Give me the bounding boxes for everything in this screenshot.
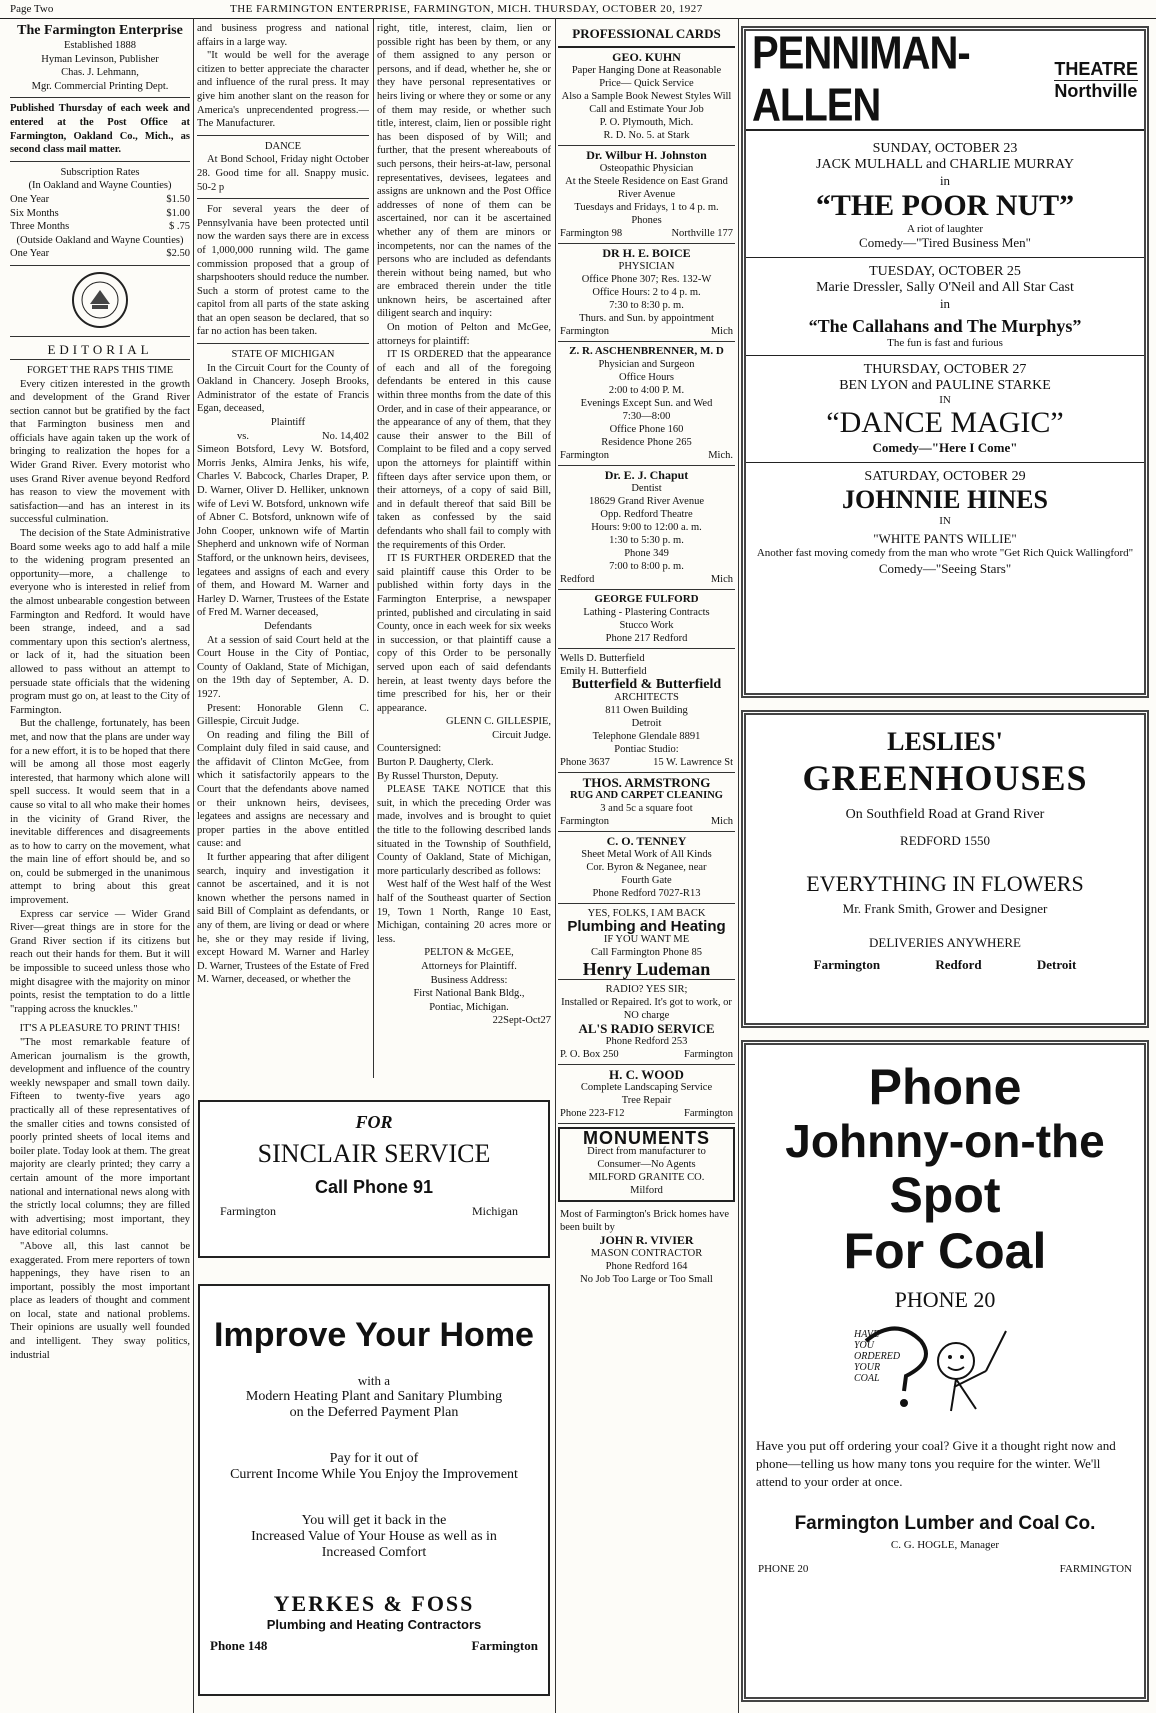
card-kuhn: GEO. KUHN Paper Hanging Done at Reasonable Price— Quick Service Also a Sample Book Newest Styles Will Call and Estimate Your Job P. O. Plymouth, Mich. R. D. No. 5. at Stark (558, 48, 735, 146)
card-tenney: C. O. TENNEY Sheet Metal Work of All Kinds Cor. Byron & Neganee, near Fourth Gate Phone Redford 7027-R13 (558, 832, 735, 904)
rate-row: One Year $1.50 (10, 193, 190, 205)
card-ludeman: YES, FOLKS, I AM BACK Plumbing and Heating IF YOU WANT ME Call Farmington Phone 85 Henry Ludeman (558, 904, 735, 980)
column-divider (555, 18, 556, 1713)
masthead-established: Established 1888 (63, 40, 137, 51)
dance-notice: At Bond School, Friday night October 28. Good time for all. Snappy music. 50-2 p (197, 154, 369, 193)
column-3 (377, 22, 551, 1077)
rates-subtitle: (In Oakland and Wayne Counties) (28, 180, 172, 192)
rate-row: Six Months $1.00 (10, 207, 190, 219)
legal-notice-body: In the Circuit Court for the County of Oakland in Chancery. Joseph Brooks, Administrator of the estate of Francis Egan, deceased, Plaintiff vs. No. 14,402 Simeon Botsford, Levy W. Botsford, Morris Jenks, Almira Jenks, his wife, Charles V. Babcock, Charles Draper, P. D. Warner, Oliver D. Helliker, unknown wife of Levi W. Botsford, unknown wife of Abner C. Botsford, unknown wife of John Cooper, unknown wife of Martin Shepherd and unknown wife of Norman Stafford, or the unknown heirs, devisees, legatees and assigns of each and every of them, and Howard M. Warner and Harley D. Warner, Trustees of the Estate of Fred M. Warner deceased, Defendants At a session of said Court held at the Court House in the City of Pontiac, County of Oakland, State of Michigan, on the 19th day of September, A. D. 1927. Present: Honorable Glenn C. Gillespie, Circuit Judge. On reading and filing the Bill of Complaint duly filed in said cause, and the affidavit of Clinton McGee, from which it satisfactorily appears to the Court that the defendants above named or their unknown heirs, devisees, legatees and assigns are necessary and proper parties in the above entitled cause: and It further appearing that after diligent search, inquiry and investigation it cannot be ascertained, and it is not known whether the persons named in said Bill of Complaint as defendants, or any of them, are living or dead or where he, she or they may reside if living, except Howard M. Warner and Harley D. Warner, Trustees of the Estate of Fred M. Warner, deceased, or whether the (197, 362, 369, 986)
sinclair-ad: FOR SINCLAIR SERVICE Call Phone 91 Farmington Michigan (198, 1100, 550, 1258)
deer-article: For several years the deer of Pennsylvania have been protected until now the warden says there are in excess of 1,000,000 running wild. The game commission proposed that a group of sharpshooters should reduce the number. Such a storm of protest came to the capitol from all parts of the state asking that an open season be declared, that so far no action has been taken. (197, 204, 369, 338)
greenhouse-ad: LESLIES' GREENHOUSES On Southfield Road at Grand River REDFORD 1550 EVERYTHING IN FLOWERS Mr. Frank Smith, Grower and Designer DELIVERIES ANYWHERE Farmington Redford Detroit (741, 710, 1149, 1028)
column-1 (10, 22, 190, 1712)
card-boice: DR H. E. BOICE PHYSICIAN Office Phone 307; Res. 132-W Office Hours: 2 to 4 p. m. 7:30 to 8:30 p. m. Thurs. and Sun. by appointment Farmington Mich (558, 244, 735, 342)
legal-notice-heading: STATE OF MICHIGAN (231, 349, 335, 361)
legal-notice-continued: right, title, interest, claim, lien or possible right has been by them, or any of them assigned to any person or persons, and if dead, whether he, she or they have personal representatives or heirs living or where they or some or any of them may reside, or whether such title, interest, claim, lien or possible right has been disposed of by Will; and further, that the present whereabouts of such persons, their heirs-at-law, personal representatives, devisees, legatees and assigns are unknown and the Post Office addresses of none of them can be ascertained, nor can it be ascertained whether any of them are minors or incompetents, nor can the names of the persons who are included as defendants therein without being named, but who are embraced therein under the title unknown heirs, be ascertained after diligent search and inquiry: On motion of Pelton and McGee, attorneys for plaintiff: IT IS ORDERED that the appearance of each and all of the foregoing defendants be entered in this cause within three months from the date of this Order, and in case of their appearance, or the appearance of any of them, that they cause their answer to the Bill of Complaint to be filed and a copy served upon the attorneys for plaintiff within fifteen days after service upon them, or their attorneys, of a copy of said Bill, and in default thereof that said Bill be taken as confessed by the said defendants who shall fail to comply with the requirements of this Order. IT IS FURTHER ORDERED that the said plaintiff cause this Order to be published within forty days in the Farmington Enterprise, a newspaper printed, published and circulating in said County, once in each week for six weeks in succession, or that plaintiff cause a copy of this Order to be personally served upon each of said defendants herein, at least twenty days before the time prescribed for his, her or their appearance. GLENN C. GILLESPIE, Circuit Judge. Countersigned: Burton P. Daugherty, Clerk. By Russel Thurston, Deputy. PLEASE TAKE NOTICE that this suit, in which the preceding Order was made, involves and is brought to quiet the title to the following described lands situated in the Township of Southfield, County of Oakland, State of Michigan, more particularly described as follows: West half of the West half of the West half of the Southeast quarter of Section 19, Town 1 North, Range 10 East, Michigan, containing 20 acres more or less. PELTON & McGEE, Attorneys for Plaintiff. Business Address: First National Bank Bldg., Pontiac, Michigan. 22Sept-Oct27 (377, 23, 551, 1027)
card-chaput: Dr. E. J. Chaput Dentist 18629 Grand River Avenue Opp. Redford Theatre Hours: 9:00 to 12:00 a. m. 1:30 to 5:30 p. m. Phone 349 7:00 to 8:00 p. m. Redford Mich (558, 466, 735, 590)
coal-ad: Phone Johnny-on-the Spot For Coal PHONE 20 HAVE YOU ORDERED YOUR COAL Have you put off ordering your coal? Give it a thought right now and phone—telling us how many tons you require for the winter. We'll attend to your order at once. Farmington Lumber and Coal Co. C. G. HOGLE, Manager PHONE 20 FARMINGTON (741, 1040, 1149, 1702)
rate-row: Three Months $ .75 (10, 221, 190, 233)
theatre-name: PENNIMAN-ALLEN (752, 28, 970, 131)
column-divider (193, 18, 194, 1713)
coal-cartoon (746, 1321, 1144, 1431)
yerkes-foss-ad: Improve Your Home with a Modern Heating Plant and Sanitary Plumbing on the Deferred Payment Plan Pay for it out of Current Income While You Enjoy the Improvement You will get it back in the Increased Value of Your House as well as in Increased Comfort YERKES & FOSS Plumbing and Heating Contractors Phone 148 Farmington (198, 1284, 550, 1696)
card-aschenbrenner: Z. R. ASCHENBRENNER, M. D Physician and Surgeon Office Hours 2:00 to 4:00 P. M. Evenings Except Sun. and Wed 7:30—8:00 Office Phone 160 Residence Phone 265 Farmington Mich. (558, 342, 735, 466)
card-radio: RADIO? YES SIR; Installed or Repaired. It's got to work, or NO charge AL'S RADIO SERVICE Phone Redford 253 P. O. Box 250 Farmington (558, 980, 735, 1065)
column-2: and business progress and national affairs in a large way. "It would be well for the average citizen to better appreciate the character and influence of the rural press. It may give him another slant on the reason for America's unprecendented progress.—The Manufacturer. DANCE At Bond School, Friday night October 28. Good time for all. Snappy music. 50-2 p For several years the deer of Pennsylvania have been protected until now the warden says there are in excess of 1,000,000 running wild. The game commission proposed that a group of sharpshooters should reduce the number. Such a storm of protest came to the capitol from all parts of the state asking that an open season be declared, that so far no action has been taken. STATE OF MICHIGAN In the Circuit Court for the County of Oakland in Chancery. Joseph Brooks, Administrator of the estate of Francis Egan, deceased, Plaintiff vs. No. 14,402 Simeon Botsford, Levy W. Botsford, Morris Jenks, Almira Jenks, his wife, Charles V. Babcock, Charles Draper, P. D. Warner, Oliver D. Helliker, unknown wife of Levi W. Botsford, unknown wife of Abner C. Botsford, unknown wife of John Cooper, unknown wife of Martin Shepherd and unknown wife of Norman Stafford, or the unknown heirs, devisees, legatees and assigns of each and every of them, and Howard M. Warner and Harley D. Warner, Trustees of the Estate of Fred M. Warner deceased, Defendants At a session of said Court held at the Court House in the City of Pontiac, County of Oakland, State of Michigan, on the 19th day of September, A. D. 1927. Present: Honorable Glenn C. Gillespie, Circuit Judge. On reading and filing the Bill of Complaint duly filed in said cause, and the affidavit of Clinton McGee, from which it satisfactorily appears to the Court that the defendants above named or their unknown heirs, devisees, legatees and assigns are necessary and proper parties in the above entitled cause: and It further appearing that after diligent search, inquiry and investigation it cannot be ascertained, and it is not known whether the persons named in said Bill of Complaint as defendants, or any of them, are living or dead or where he, she or they may reside if living, except Howard M. Warner and Harley D. Warner, Trustees of the Estate of Fred M. Warner, deceased, or whether the (197, 23, 369, 986)
mailing-notice: Published Thursday of each week and entered at the Post Office at Farmington, Oakland Co., Mich., as second class mail matter. (10, 103, 190, 156)
masthead-manager: Chas. J. Lehmann, (61, 67, 139, 79)
card-monuments: MONUMENTS Direct from manufacturer to Consumer—No Agents MILFORD GRANITE CO. Milford (558, 1127, 735, 1202)
theatre-ad: PENNIMAN-ALLEN THEATRE Northville SUNDAY, OCTOBER 23 JACK MULHALL and CHARLIE MURRAY in “THE POOR NUT” A riot of laughter Comedy—"Tired Business Men" TUESDAY, OCTOBER 25 Marie Dressler, Sally O'Neil and All Star Cast in “The Callahans and The Murphys” The fun is fast and furious THURSDAY, OCTOBER 27 BEN LYON and PAULINE STARKE IN “DANCE MAGIC” Comedy—"Here I Come" SATURDAY, OCTOBER 29 JOHNNIE HINES IN "WHITE PANTS WILLIE" Another fast moving comedy from the man who wrote "Get Rich Quick Wallingford" Comedy—"Seeing Stars" (741, 26, 1149, 698)
rate-row: One Year $2.50 (10, 248, 190, 260)
page-number: Page Two (10, 3, 54, 15)
editorial-headline-2: IT'S A PLEASURE TO PRINT THIS! (19, 1023, 181, 1035)
card-johnston: Dr. Wilbur H. Johnston Osteopathic Physician At the Steele Residence on East Grand River Avenue Tuesdays and Fridays, 1 to 4 p. m. Phones Farmington 98 Northville 177 (558, 146, 735, 244)
card-wood: H. C. WOOD Complete Landscaping Service Tree Repair Phone 223-F12 Farmington (558, 1065, 735, 1124)
card-butterfield: Wells D. Butterfield Emily H. Butterfield Butterfield & Butterfield ARCHITECTS 811 Owen Building Detroit Telephone Glendale 8891 Pontiac Studio: Phone 3637 15 W. Lawrence St (558, 649, 735, 773)
editorial-body-2: "The most remarkable feature of American journalism is the growth, development and influence of the country weekly newspaper and small town daily. Fifteen to twenty-five years ago practically all of these representatives of the smaller cities and towns consisted of poorly printed sheets of local items and boiler plate. Today look at them. The great majority are clearly printed; they carry a certain amount of the more important national and international news along with the strictly local columns; they are filled with advertising; most important, they have editorial columns. "Above all, this last cannot be exaggerated. From mere reporters of town happenings, they have risen to an important, possibly the most important place as leaders of thought and comment on local, state and national problems. Their opinions are usually well founded and intelligent. They sway politics, industrial (10, 1037, 190, 1361)
professional-cards (558, 22, 735, 1712)
card-vivier: Most of Farmington's Brick homes have been built by JOHN R. VIVIER MASON CONTRACTOR Phone Redford 164 No Job Too Large or Too Small (560, 1209, 729, 1285)
card-fulford: GEORGE FULFORD Lathing - Plastering Contracts Stucco Work Phone 217 Redford (558, 590, 735, 649)
masthead-publisher: Hyman Levinson, Publisher (41, 53, 159, 65)
column-divider (738, 18, 739, 1713)
column-divider (373, 18, 374, 1078)
press-association-seal (10, 270, 190, 332)
editorial-heading: EDITORIAL (10, 341, 190, 360)
masthead-manager-title: Mgr. Commercial Printing Dept. (31, 80, 169, 92)
masthead-name: The Farmington Enterprise (17, 23, 183, 38)
cartoon-text: HAVE YOU ORDERED YOUR COAL (854, 1329, 901, 1384)
card-armstrong: THOS. ARMSTRONG RUG AND CARPET CLEANING 3 and 5c a square foot Farmington Mich (558, 773, 735, 832)
editorial-body: Every citizen interested in the growth and development of the Grand River section cannot but be gratified by the fact that Farmington business men and officials have again taken up the work of bringing to realization the hopes for a Wider Grand River. Every motorist who uses Grand River avenue beyond Redford has reason to view the movement with satisfaction—and has an interest in its successful culmination. The decision of the State Administrative Board some weeks ago to add half a mile to the widening program presented an opportunity—more, a challenge to everyone who is interested in relief from the almost unbearable congestion between Farmington and Redford. It would have been strange, indeed, and a sad commentary upon this section's alertness, or lack of it, had the situation been allowed to pass without an attempt to persuade state officials that the widening program must go on, at least to the City of Farmington. But the challenge, fortunately, has been met, and now that the plans are under way for a new effort, it is to be hoped that there will be among all those most eagerly interested, that harmony which alone will spell success. It would seem that in a cause so vital to all who make their homes in the vicinity of Grand River, the inevitable differences and disagreements as to how to carry on the movement, what the main line of effort should be, and so on, could be submerged in the unanimous attempt to bring about this great improvement. Express car service — Wider Grand River—great things are in store for the Grand River section if its citizens but reach out their hands for them. But it will be impossible to suceed unless those who might disagree with the majority on minor points, resist the temptation to do a little "rapping across the knuckles." (10, 378, 190, 1015)
newspaper-dateline: THE FARMINGTON ENTERPRISE, FARMINGTON, MICH. THURSDAY, OCTOBER 20, 1927 (230, 3, 703, 15)
rates-outside: (Outside Oakland and Wayne Counties) (16, 234, 184, 246)
dance-heading: DANCE (264, 140, 302, 152)
page-header (0, 0, 1156, 19)
professional-cards-title: PROFESSIONAL CARDS (558, 22, 735, 48)
rates-title: Subscription Rates (60, 166, 140, 178)
editorial-headline-1: FORGET THE RAPS THIS TIME (26, 364, 174, 376)
